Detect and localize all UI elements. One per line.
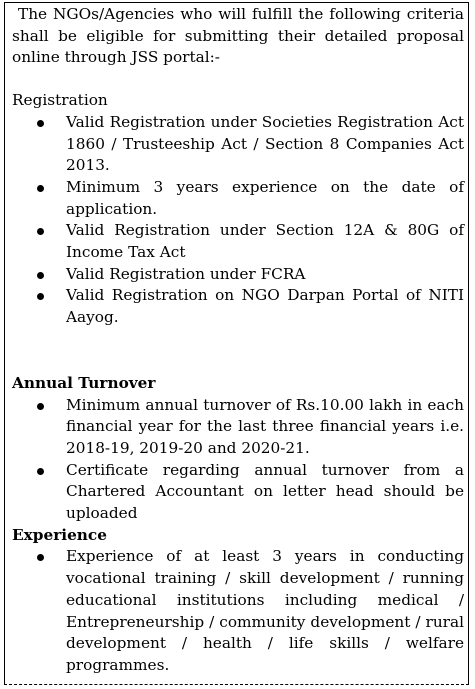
registration-heading: Registration <box>12 91 108 110</box>
annual-turnover-heading: Annual Turnover <box>12 373 156 392</box>
spacer <box>12 329 464 373</box>
bullet-icon <box>37 228 44 235</box>
bullet-icon <box>37 554 44 561</box>
list-item-text: Minimum annual turnover of Rs.10.00 lakh in each financial year for the last three financial years i.e. 2018-19, 2019-20 and 2020-21. <box>66 395 464 457</box>
list-item-text: Valid Registration under FCRA <box>66 264 306 283</box>
bullet-icon <box>37 272 44 279</box>
list-item <box>12 285 464 328</box>
list-item <box>12 395 464 460</box>
bullet-icon <box>37 403 44 410</box>
experience-heading: Experience <box>12 525 107 544</box>
list-item-text: Minimum 3 years experience on the date of application. <box>66 177 464 218</box>
list-item-text: Valid Registration under Section 12A & 80G of Income Tax Act <box>66 221 464 262</box>
list-item-text: Valid Registration under Societies Registration Act 1860 / Trusteeship Act / Section 8 Companies Act 2013. <box>66 112 464 175</box>
intro-paragraph: The NGOs/Agencies who will fulfill the following criteria shall be eligible for submitting their detailed proposal online through JSS portal:- <box>12 5 464 67</box>
list-item <box>12 460 464 525</box>
list-item <box>12 112 464 177</box>
bullet-icon <box>37 468 44 475</box>
bullet-icon <box>37 293 44 300</box>
registration-list <box>12 112 464 329</box>
list-item-text: Experience of at least 3 years in conducting vocational training / skill development / running educational institutions including medical / Entrepreneurship / community development / rural development / health / life skills / welfare programmes. <box>66 547 464 674</box>
list-item <box>12 264 464 286</box>
list-item-text: Certificate regarding annual turnover from a Chartered Accountant on letter head should be uploaded <box>66 460 464 523</box>
experience-list <box>12 546 464 676</box>
bullet-icon <box>37 185 44 192</box>
list-item-text: Valid Registration on NGO Darpan Portal of NITI Aayog. <box>66 286 464 327</box>
list-item <box>12 220 464 263</box>
turnover-list <box>12 395 464 525</box>
eligibility-criteria <box>12 4 464 677</box>
bullet-icon <box>37 120 44 127</box>
list-item <box>12 546 464 676</box>
list-item <box>12 177 464 220</box>
